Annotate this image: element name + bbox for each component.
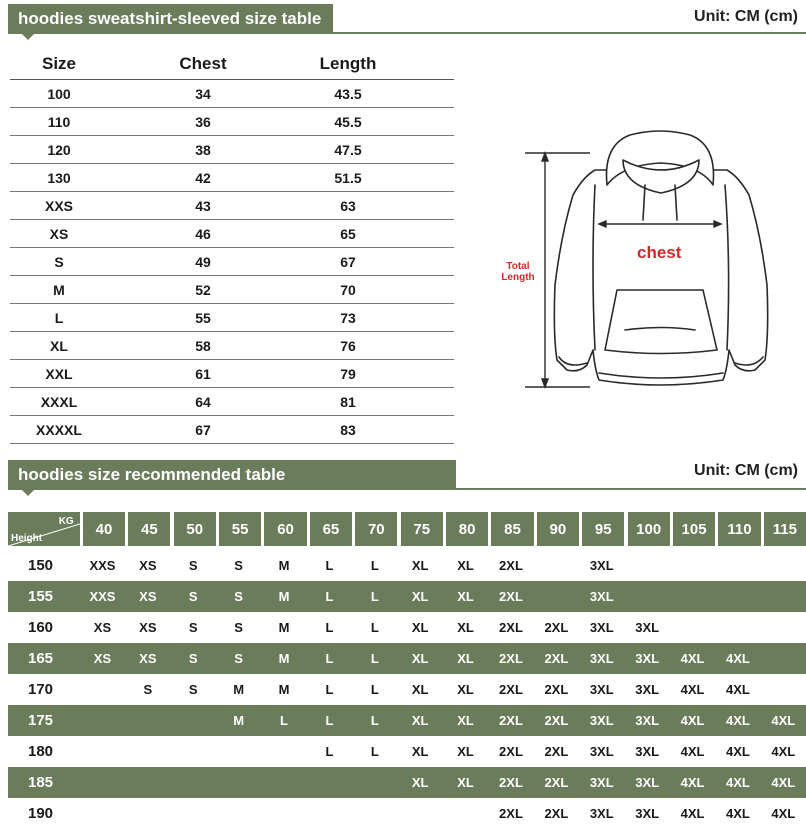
size-recommendation-cell: L [370, 558, 379, 573]
size-recommendation-cell: 2XL [544, 775, 569, 790]
size-recommendation-cell: 3XL [589, 775, 614, 790]
size-recommendation-cell: 2XL [544, 806, 569, 821]
chest-cell: 55 [195, 309, 211, 326]
size-recommendation-cell: XXS [89, 558, 116, 573]
size-recommendation-cell: L [370, 744, 379, 759]
size-recommendation-cell: 2XL [499, 806, 523, 821]
size-recommendation-cell: 2XL [544, 682, 569, 697]
size-recommendation-cell: S [143, 682, 153, 697]
chest-cell: 52 [195, 281, 211, 298]
size-recommendation-cell: 4XL [771, 713, 796, 728]
weight-header-cell: 60 [264, 512, 306, 546]
size-table-row [10, 276, 454, 304]
size-recommendation-cell: 3XL [635, 682, 660, 697]
size-recommendation-cell: 4XL [726, 713, 750, 728]
size-recommendation-cell: L [325, 558, 334, 573]
size-recommendation-cell: M [278, 558, 290, 573]
size-recommendation-cell: 3XL [589, 620, 614, 635]
weight-header-cell: 105 [673, 512, 715, 546]
size-table-row [10, 360, 454, 388]
length-cell: 47.5 [334, 141, 362, 158]
size-table-row [10, 80, 454, 108]
size-recommendation-cell: M [233, 713, 245, 728]
height-cell: 150 [28, 557, 54, 574]
size-recommendation-cell: M [278, 589, 290, 604]
size-recommendation-cell: XS [93, 651, 112, 666]
recommended-table-title-rule [8, 488, 806, 490]
height-cell: 175 [28, 712, 54, 729]
recommended-table [8, 512, 806, 829]
size-recommendation-cell: 2XL [499, 744, 523, 759]
length-cell: 43.5 [334, 85, 362, 102]
header-size: Size [41, 53, 77, 73]
size-recommendation-cell: 3XL [589, 744, 614, 759]
size-recommendation-cell: S [234, 558, 243, 573]
size-recommendation-cell: S [188, 682, 198, 697]
weight-header-cell: 115 [764, 512, 806, 546]
chest-cell: 49 [195, 253, 211, 270]
size-recommendation-cell: 3XL [635, 620, 660, 635]
weight-header-cell: 75 [401, 512, 443, 546]
size-recommendation-cell: 4XL [771, 775, 796, 790]
corner-kg-label: KG [58, 516, 74, 527]
size-recommendation-cell: S [188, 558, 198, 573]
size-recommendation-cell: L [325, 589, 334, 604]
size-cell: XL [50, 337, 68, 354]
size-recommendation-cell: 4XL [726, 806, 750, 821]
hoodie-diagram [495, 125, 795, 395]
size-table-unit: Unit: CM (cm) [694, 8, 798, 25]
size-recommendation-cell: XXS [89, 589, 116, 604]
size-recommendation-cell: 4XL [726, 744, 750, 759]
size-recommendation-cell: 4XL [771, 806, 796, 821]
size-recommendation-cell: XL [457, 558, 474, 573]
size-recommendation-cell: 4XL [680, 744, 705, 759]
height-cell: 165 [28, 650, 54, 667]
chest-cell: 58 [195, 337, 211, 354]
size-recommendation-cell: 3XL [589, 682, 614, 697]
size-cell: 130 [47, 169, 71, 186]
recommendation-row [8, 674, 806, 705]
size-recommendation-cell: XL [411, 651, 429, 666]
size-recommendation-cell: XL [411, 558, 429, 573]
recommendation-row [8, 612, 806, 643]
size-recommendation-cell: 4XL [726, 775, 750, 790]
size-recommendation-cell: XL [411, 744, 429, 759]
weight-header-cell: 100 [628, 512, 670, 546]
recommendation-row [8, 581, 806, 612]
weight-header-row [8, 512, 806, 546]
weight-header-cell: 85 [491, 512, 533, 546]
recommendation-row [8, 705, 806, 736]
size-table [10, 48, 454, 444]
size-cell: L [54, 309, 64, 326]
size-recommendation-cell: 3XL [589, 713, 614, 728]
size-recommendation-cell: XL [457, 651, 474, 666]
size-recommendation-cell: XS [139, 589, 157, 604]
size-recommendation-cell: XS [139, 620, 157, 635]
recommendation-row [8, 736, 806, 767]
size-recommendation-cell: 2XL [499, 589, 523, 604]
chest-cell: 43 [195, 197, 211, 214]
size-recommendation-cell: 3XL [635, 806, 660, 821]
size-cell: XXS [44, 197, 73, 214]
length-cell: 79 [340, 365, 356, 382]
chest-cell: 46 [195, 225, 211, 242]
size-recommendation-cell: XL [411, 589, 429, 604]
chest-label: chest [637, 243, 682, 262]
size-recommendation-cell: 3XL [635, 744, 660, 759]
weight-header-cell: 55 [219, 512, 261, 546]
size-recommendation-cell: 2XL [499, 775, 523, 790]
size-recommendation-cell: M [278, 651, 290, 666]
size-table-row [10, 304, 454, 332]
size-recommendation-cell: 2XL [499, 620, 523, 635]
size-recommendation-cell: 3XL [589, 589, 614, 604]
size-recommendation-cell: L [325, 744, 334, 759]
size-cell: XS [49, 225, 69, 242]
size-table-row [10, 248, 454, 276]
size-recommendation-cell: L [325, 713, 334, 728]
height-cell: 155 [28, 588, 54, 605]
length-cell: 45.5 [334, 113, 362, 130]
weight-header-cell: 110 [718, 512, 760, 546]
size-table-title-rule [8, 32, 806, 34]
size-table-row [10, 108, 454, 136]
size-recommendation-cell: S [234, 620, 243, 635]
size-table-row [10, 164, 454, 192]
size-recommendation-cell: 2XL [499, 713, 523, 728]
size-table-row [10, 416, 454, 444]
size-cell: XXXL [40, 393, 78, 410]
size-table-row [10, 388, 454, 416]
recommendation-row [8, 550, 806, 581]
size-recommendation-cell: S [188, 589, 198, 604]
size-recommendation-cell: L [370, 620, 379, 635]
size-recommendation-cell: L [370, 682, 379, 697]
weight-header-cell: 65 [310, 512, 352, 546]
length-cell: 81 [340, 393, 356, 410]
size-table-row [10, 332, 454, 360]
size-recommendation-cell: 4XL [726, 682, 750, 697]
size-recommendation-cell: XL [411, 620, 429, 635]
size-recommendation-cell: XL [457, 589, 474, 604]
size-recommendation-cell: XL [457, 775, 474, 790]
size-recommendation-cell: 2XL [499, 651, 523, 666]
size-recommendation-cell: XL [457, 682, 474, 697]
size-recommendation-cell: 4XL [726, 651, 750, 666]
chest-cell: 67 [195, 421, 211, 438]
size-table-row [10, 220, 454, 248]
total-length-label [495, 261, 541, 283]
size-cell: S [54, 253, 64, 270]
total-length-line2: Length [501, 272, 535, 283]
chest-cell: 61 [195, 365, 211, 382]
length-cell: 65 [340, 225, 356, 242]
size-recommendation-cell: 2XL [544, 620, 569, 635]
weight-header-cell: 95 [582, 512, 624, 546]
recommendation-row [8, 643, 806, 674]
size-recommendation-cell: L [280, 713, 288, 728]
corner-cell [8, 512, 80, 546]
length-cell: 76 [340, 337, 356, 354]
size-recommendation-cell: 2XL [544, 651, 569, 666]
header-length: Length [319, 53, 377, 73]
size-recommendation-cell: XL [457, 713, 474, 728]
size-recommendation-cell: 3XL [589, 806, 614, 821]
size-cell: M [53, 281, 65, 298]
weight-header-cell: 45 [128, 512, 170, 546]
size-recommendation-cell: L [325, 682, 334, 697]
size-recommendation-cell: S [188, 651, 198, 666]
size-recommendation-cell: 4XL [771, 744, 796, 759]
recommendation-row [8, 767, 806, 798]
weight-header-cell: 80 [446, 512, 488, 546]
weight-header-cell: 70 [355, 512, 397, 546]
size-recommendation-cell: 2XL [499, 682, 523, 697]
length-cell: 83 [340, 421, 356, 438]
size-recommendation-cell: XL [411, 682, 429, 697]
size-recommendation-cell: XL [411, 775, 429, 790]
chest-cell: 64 [195, 393, 211, 410]
size-table-row [10, 192, 454, 220]
height-cell: 185 [28, 774, 54, 791]
size-recommendation-cell: 3XL [635, 651, 660, 666]
size-recommendation-cell: L [370, 651, 379, 666]
size-table-row [10, 136, 454, 164]
height-cell: 170 [28, 681, 54, 698]
chest-cell: 38 [195, 141, 211, 158]
weight-header-cell: 50 [174, 512, 216, 546]
size-recommendation-cell: L [370, 713, 379, 728]
size-recommendation-cell: XL [411, 713, 429, 728]
size-recommendation-cell: XS [93, 620, 112, 635]
size-recommendation-cell: 3XL [589, 558, 614, 573]
length-cell: 67 [340, 253, 356, 270]
height-cell: 190 [28, 805, 54, 822]
size-table-header [10, 48, 454, 80]
size-recommendation-cell: 4XL [680, 651, 705, 666]
size-recommendation-cell: M [233, 682, 245, 697]
size-recommendation-cell: S [234, 651, 243, 666]
recommended-table-unit: Unit: CM (cm) [694, 462, 798, 479]
corner-height-label: Height [11, 533, 43, 544]
total-length-line1: Total [506, 261, 530, 272]
size-recommendation-cell: XS [139, 651, 157, 666]
size-recommendation-cell: XS [139, 558, 157, 573]
recommended-table-title: hoodies size recommended table [8, 460, 456, 490]
chest-cell: 34 [195, 85, 211, 102]
size-recommendation-cell: XL [457, 620, 474, 635]
length-cell: 70 [340, 281, 356, 298]
size-cell: 100 [47, 85, 71, 102]
size-recommendation-cell: 2XL [544, 713, 569, 728]
chest-cell: 36 [195, 113, 211, 130]
size-cell: XXXXL [36, 421, 82, 438]
recommendation-row [8, 798, 806, 829]
size-recommendation-cell: 2XL [499, 558, 523, 573]
size-recommendation-cell: 2XL [544, 744, 569, 759]
weight-header-cell: 40 [83, 512, 125, 546]
size-recommendation-cell: 3XL [589, 651, 614, 666]
length-cell: 51.5 [334, 169, 362, 186]
weight-header-cell: 90 [537, 512, 579, 546]
size-recommendation-cell: 4XL [680, 806, 705, 821]
length-cell: 63 [340, 197, 356, 214]
size-recommendation-cell: XL [457, 744, 474, 759]
size-recommendation-cell: M [278, 620, 290, 635]
size-recommendation-cell: S [188, 620, 198, 635]
size-recommendation-cell: 3XL [635, 775, 660, 790]
chest-cell: 42 [195, 169, 211, 186]
size-recommendation-cell: M [278, 682, 290, 697]
size-recommendation-cell: L [325, 620, 334, 635]
size-recommendation-cell: L [325, 651, 334, 666]
length-cell: 73 [340, 309, 356, 326]
size-recommendation-cell: 4XL [680, 775, 705, 790]
size-recommendation-cell: L [370, 589, 379, 604]
size-recommendation-cell: 4XL [680, 713, 705, 728]
height-cell: 180 [28, 743, 54, 760]
size-cell: XXL [45, 365, 73, 382]
header-chest: Chest [179, 53, 227, 73]
size-table-title: hoodies sweatshirt-sleeved size table [8, 4, 333, 34]
size-cell: 120 [47, 141, 71, 158]
size-recommendation-cell: S [234, 589, 243, 604]
size-cell: 110 [47, 113, 71, 130]
height-cell: 160 [28, 619, 54, 636]
size-recommendation-cell: 3XL [635, 713, 660, 728]
size-recommendation-cell: 4XL [680, 682, 705, 697]
